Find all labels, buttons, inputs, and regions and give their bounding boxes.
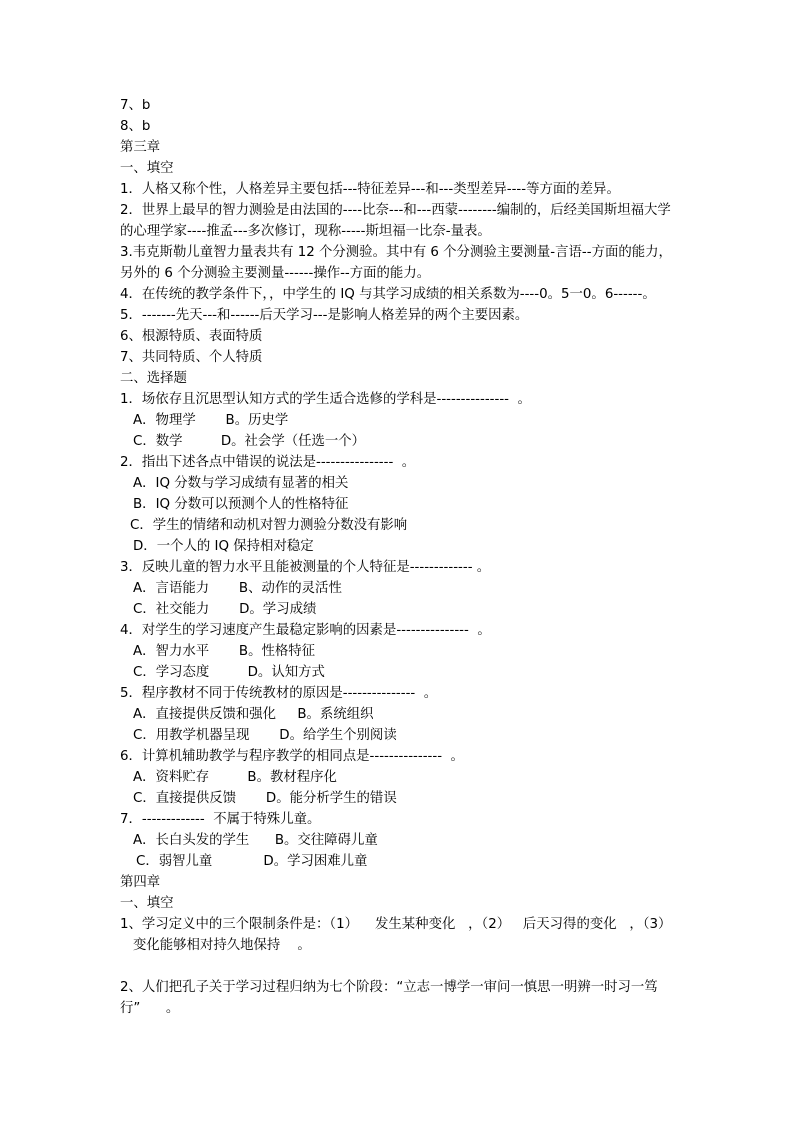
mc-question: 7．------------- 不属于特殊儿童。 [120, 812, 321, 827]
mc-options: A．物理学 B。历史学 [133, 413, 289, 428]
ch3-fill-line: 6、根源特质、表面特质 [120, 329, 263, 344]
ch4-q2-line2: 行” 。 [120, 1001, 180, 1016]
mc-options: A．智力水平 B。性格特征 [133, 644, 316, 659]
mc-options: A．直接提供反馈和强化 B。系统组织 [133, 707, 374, 722]
mc-question: 6．计算机辅助教学与程序教学的相同点是--------------- 。 [120, 749, 464, 764]
mc-options: D．一个人的 IQ 保持相对稳定 [133, 539, 314, 554]
mc-question: 4．对学生的学习速度产生最稳定影响的因素是--------------- 。 [120, 623, 491, 638]
ch4-q2-line1: 2、人们把孔子关于学习过程归纳为七个阶段：“立志一博学一审问一慎思一明辨一时习一笃 [120, 980, 658, 995]
mc-options: A．资料贮存 B。教材程序化 [133, 770, 337, 785]
ch3-fill-line: 1．人格又称个性，人格差异主要包括---特征差异---和---类型差异----等方面的差异。 [120, 182, 620, 197]
ch3-fill-line: 2．世界上最早的智力测验是由法国的----比奈---和---西蒙--------编制的，后经美国斯坦福大学 [120, 203, 671, 218]
answer-8: 8、b [120, 119, 151, 134]
mc-options: B．IQ 分数可以预测个人的性格特征 [133, 497, 349, 512]
mc-question: 2．指出下述各点中错误的说法是---------------- 。 [120, 455, 416, 470]
chapter-4-title: 第四章 [120, 875, 161, 890]
mc-options: A．言语能力 B、动作的灵活性 [133, 581, 342, 596]
mc-options: C．社交能力 D。学习成绩 [133, 602, 317, 617]
mc-options: C．学习态度 D。认知方式 [133, 665, 325, 680]
chapter-3-title: 第三章 [120, 140, 161, 155]
mc-options: A．IQ 分数与学习成绩有显著的相关 [133, 476, 349, 491]
mc-question: 5．程序教材不同于传统教材的原因是--------------- 。 [120, 686, 438, 701]
ch4-fill-heading: 一、填空 [120, 896, 174, 911]
ch4-q1-line1: 1、学习定义中的三个限制条件是：（1） 发生某种变化 ，（2） 后天习得的变化 ，（3） [120, 917, 672, 932]
ch3-fill-line: 5．-------先天---和------后天学习---是影响人格差异的两个主要因素。 [120, 308, 529, 323]
ch4-q1-line2: 变化能够相对持久地保持 。 [133, 938, 311, 953]
mc-options: C．用教学机器呈现 D。给学生个别阅读 [133, 728, 397, 743]
mc-options: C．直接提供反馈 D。能分析学生的错误 [133, 791, 397, 806]
ch3-fill-line: 的心理学家----推孟---多次修订，现称-----斯坦福一比奈-量表。 [120, 224, 491, 239]
ch3-fill-line: 7、共同特质、个人特质 [120, 350, 263, 365]
ch3-mc-heading: 二、选择题 [120, 371, 187, 386]
ch3-fill-line: 3.韦克斯勒儿童智力量表共有 12 个分测验。其中有 6 个分测验主要测量-言语--方面的能力， [120, 245, 672, 260]
mc-options: C．弱智儿童 D。学习困难儿童 [136, 854, 368, 869]
answer-7: 7、b [120, 98, 151, 113]
mc-question: 1．场依存且沉思型认知方式的学生适合选修的学科是--------------- 。 [120, 392, 531, 407]
mc-options: C．数学 D。社会学（任选一个） [133, 434, 366, 449]
mc-question: 3．反映儿童的智力水平且能被测量的个人特征是------------- 。 [120, 560, 491, 575]
ch3-fill-line: 4．在传统的教学条件下，，中学生的 IQ 与其学习成绩的相关系数为----0。5一0。6------。 [120, 287, 656, 302]
ch3-fill-line: 另外的 6 个分测验主要测量------操作--方面的能力。 [120, 266, 431, 281]
mc-options: A．长白头发的学生 B。交往障碍儿童 [133, 833, 378, 848]
ch3-fill-heading: 一、填空 [120, 161, 174, 176]
mc-options: C．学生的情绪和动机对智力测验分数没有影响 [130, 518, 408, 533]
